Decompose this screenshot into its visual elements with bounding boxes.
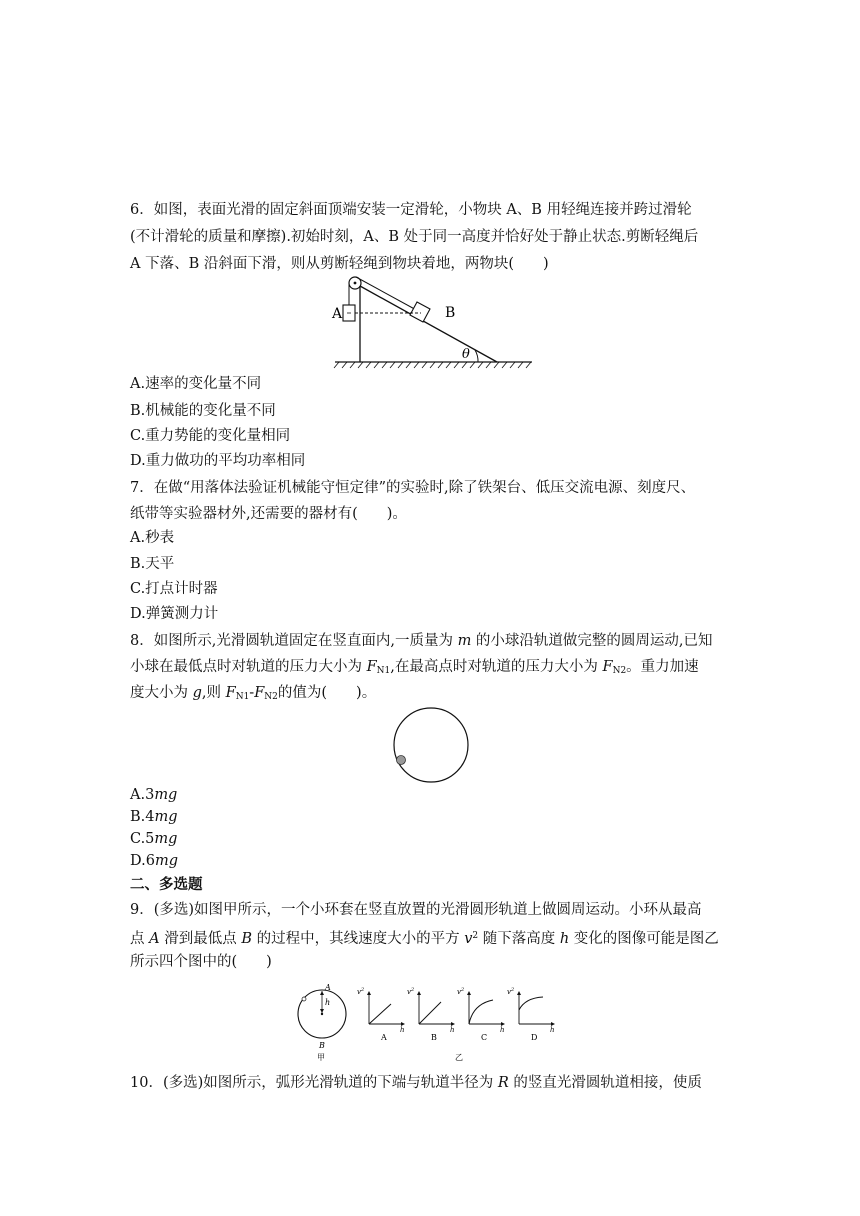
q10-line-1: 10．(多选)如图所示，弧形光滑轨道的下端与轨道半径为 R 的竖直光滑圆轨道相接，使质 — [130, 1075, 702, 1091]
q8-option-b: B.4mg — [130, 809, 178, 825]
svg-text:h: h — [325, 998, 331, 1007]
svg-text:乙: 乙 — [455, 1053, 463, 1062]
svg-text:h: h — [400, 1026, 405, 1034]
svg-text:h: h — [550, 1026, 555, 1034]
q9-line-3: 所示四个图中的( ) — [130, 954, 272, 970]
svg-text:h: h — [450, 1026, 455, 1034]
svg-text:甲: 甲 — [317, 1053, 325, 1062]
q7-line-1: 7．在做“用落体法验证机械能守恒定律”的实验时,除了铁架台、低压交流电源、刻度尺、 — [130, 480, 696, 496]
svg-text:B: B — [319, 1041, 325, 1050]
svg-text:C: C — [481, 1033, 488, 1042]
q6-line-2: (不计滑轮的质量和摩擦).初始时刻，A、B 处于同一高度并恰好处于静止状态.剪断轻绳后 — [130, 229, 699, 245]
svg-text:h: h — [500, 1026, 505, 1034]
svg-text:v2: $v^2$ — [507, 987, 515, 996]
svg-text:A: A — [325, 983, 331, 992]
q7-option-b: B.天平 — [130, 556, 175, 572]
q8-option-a: A.3mg — [130, 787, 178, 803]
q8-option-d: D.6mg — [130, 853, 178, 869]
q9-line-2: 点 A 滑到最低点 B 的过程中，其线速度大小的平方 $v^2$ 随下落高度 h 变化的图像可能是图乙 — [130, 931, 719, 947]
svg-text:v2: $v^2$ — [407, 987, 415, 996]
q6-option-d: D.重力做功的平均功率相同 — [130, 453, 306, 469]
q9-line-1: 9．(多选)如图甲所示，一个小环套在竖直放置的光滑圆形轨道上做圆周运动。小环从最高 — [130, 902, 702, 918]
label-b: B — [445, 305, 456, 321]
svg-text:v2: $v^2$ — [457, 987, 465, 996]
svg-text:v2: $v^2$ — [357, 987, 365, 996]
incline-pulley-figure — [325, 272, 540, 372]
section-heading: 二、多选题 — [130, 876, 203, 893]
q8-line-3: 度大小为 g,则 $F_{N1}-F_{N2}$的值为( )。 — [130, 685, 377, 702]
svg-text:B: B — [431, 1033, 437, 1042]
q7-option-c: C.打点计时器 — [130, 581, 218, 597]
q7-option-d: D.弹簧测力计 — [130, 606, 219, 622]
q7-line-2: 纸带等实验器材外,还需要的器材有( )。 — [130, 506, 407, 522]
label-theta: θ — [462, 347, 470, 362]
q6-option-a: A.速率的变化量不同 — [130, 376, 262, 392]
q7-option-a: A.秒表 — [130, 530, 175, 546]
svg-text:D: D — [531, 1033, 538, 1042]
q6-line-1: 6．如图，表面光滑的固定斜面顶端安装一定滑轮，小物块 A、B 用轻绳连接并跨过滑轮 — [130, 202, 692, 218]
graph-a — [357, 987, 405, 1042]
q8-option-c: C.5mg — [130, 831, 178, 847]
q6-option-c: C.重力势能的变化量相同 — [130, 428, 291, 444]
q6-line-3: A 下落、B 沿斜面下滑，则从剪断轻绳到物块着地，两物块( ) — [130, 256, 549, 272]
graph-c — [457, 987, 505, 1042]
graph-d — [507, 987, 555, 1042]
svg-text:A: A — [381, 1033, 387, 1042]
q8-line-1: 8．如图所示,光滑圆轨道固定在竖直面内,一质量为 m 的小球沿轨道做完整的圆周运动,已知 — [130, 633, 713, 649]
ball — [397, 756, 406, 765]
circular-track-figure — [391, 705, 471, 785]
label-a: A — [332, 306, 343, 322]
ring-and-graphs-figure — [295, 980, 570, 1062]
q6-option-b: B.机械能的变化量不同 — [130, 403, 276, 419]
graph-b — [407, 987, 455, 1042]
q8-line-2: 小球在最低点时对轨道的压力大小为 $F_{N1}$,在最高点时对轨道的压力大小为 $F_{N2}$。重力加速 — [130, 659, 699, 676]
